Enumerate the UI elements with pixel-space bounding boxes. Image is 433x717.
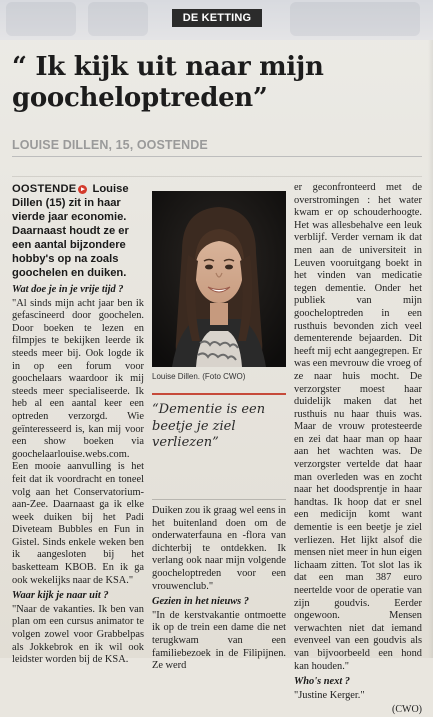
answer-paragraph: Duiken zou ik graag wel eens in het buitenland doen om de onderwaterfauna en -flora van dichterbij te ontdekken. Ik verlang ook naar mijn volgende goocheloptreden voor een vrouwenclub." <box>152 505 286 592</box>
pullquote-accent-rule <box>152 393 286 395</box>
question: Wat doe je in je vrije tijd ? <box>12 284 124 295</box>
question: Who's next ? <box>294 676 351 688</box>
answer-paragraph: er geconfronteerd met de overstromingen : het water kwam er op schouderhoogte. Het was allesbehalve een leuk verblijf. Verder vernam ik dat men aan de universiteit in Leuven vooruitgang boekt in het vinden van medicatie tegen dementie. Onder het publiek van mijn goocheloptreden in een rusthuis bevonden zich veel dementerende bejaarden. Dit heeft mij echt aangegrepen. Er was een mevrouw die vroeg of ze naar huis mocht. De verzorgster moest haar duidelijk maken dat het rusthuis nu haar thuis was. Maar de vrouw protesteerde en zei dat haar man op haar aan het wachten was. De verzorgster vertelde dat haar man overleden was en zocht naar het doodsprentje in haar handtas. Ik hoop dat er snel een medicijn komt want dementie is een beetje je ziel verliezen. Het lijkt alsof die mensen niet meer in hun eigen lichaam zitten. Tot slot las ik dat een man 387 euro neertelde voor de operatie van zijn goudvis. Eerder ongewoon. Mensen verwachten niet dat iemand evenveel van een goudvis als van bijvoorbeeld een hond kan houden." <box>294 182 422 672</box>
divider <box>12 156 422 157</box>
section-tab: DE KETTING <box>172 9 262 27</box>
answer-paragraph: "In de kerstvakantie ontmoette ik op de trein een dame die net terugkwam van een familiebezoek in de Filipijnen. Ze werd <box>152 609 286 672</box>
byline: LOUISE DILLEN, 15, OOSTENDE <box>12 138 208 152</box>
top-banner <box>0 0 433 40</box>
question: Waar kijk je naar uit ? <box>12 590 109 602</box>
photo-caption: Louise Dillen. (Foto CWO) <box>152 372 246 381</box>
answer-paragraph: "Justine Kerger." <box>294 689 365 701</box>
banner-shape <box>88 2 148 36</box>
dateline-place: OOSTENDE <box>12 183 77 195</box>
portrait-illustration <box>152 191 286 367</box>
answer-paragraph: "Naar de vakanties. Ik ben van plan om een cursus animator te volgen zowel voor Grabbelpas als Jokkebrok en ik wil ook leidster worden bij de KSA. <box>12 603 144 666</box>
arrow-icon: ▸ <box>78 185 87 194</box>
headline: “ Ik kijk uit naar mijn goocheloptreden” <box>12 52 324 113</box>
banner-shape <box>290 2 420 36</box>
divider <box>12 176 422 177</box>
portrait-photo <box>152 191 286 367</box>
divider <box>152 499 286 500</box>
column-2 <box>152 505 286 673</box>
question: Gezien in het nieuws ? <box>152 596 249 608</box>
signature: (CWO) <box>392 704 422 716</box>
page-edge-shadow <box>428 40 433 658</box>
column-3 <box>294 182 422 717</box>
banner-shape <box>6 2 76 36</box>
lead-text: Louise Dillen (15) zit in haar vierde jaar economie. Daarnaast houdt ze er een aantal bijzondere hobby's op na zoals goochelen en duiken. <box>12 183 129 279</box>
column-1 <box>12 182 144 667</box>
lead-paragraph <box>12 182 144 280</box>
pull-quote: “Dementie is een beetje je ziel verliezen” <box>152 402 266 450</box>
answer-paragraph: "Al sinds mijn acht jaar ben ik gefascineerd door goochelen. Door boeken te lezen en filmpjes te bekijken leerde ik steeds meer bij. Ook logde ik in op een forum voor goochelaars waardoor ik mij steeds meer specialiseerde. Ik heb al een aantal keer een optreden verzorgd. Wie geïnteresseerd is, kan mij voor een show boeken via goochelaarlouise.webs.com. Een mooie aanvulling is het feit dat ik voordracht en toneel volg aan het Conservatorium-aan-Zee. Daarnaast ga ik elke week duiken bij het Padi Diveteam Bubbles en Fun in Gistel. Sinds enkele weken ben ik aangesloten bij het basketteam KBOB. En ik ga ook wekelijks naar de KSA." <box>12 297 144 586</box>
